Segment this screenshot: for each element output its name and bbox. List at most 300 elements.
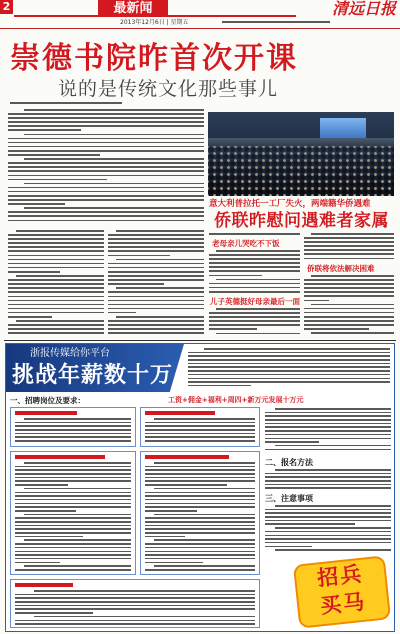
text-line (10, 102, 122, 104)
text-line (145, 510, 197, 512)
text-line (16, 320, 104, 322)
projection-screen (320, 118, 366, 138)
text-line (275, 549, 391, 551)
text-line (216, 250, 300, 252)
text-line (145, 521, 255, 523)
text-line (145, 506, 255, 508)
text-line (108, 246, 204, 248)
text-line (154, 514, 255, 516)
text-line (265, 476, 391, 478)
text-line (15, 558, 131, 560)
lead-subheadline: 说的是传统文化那些事儿 (58, 78, 279, 100)
text-line (8, 113, 204, 115)
lead-byline (10, 102, 122, 106)
second-body-col-1a (209, 233, 300, 238)
text-line (188, 370, 390, 372)
text-line (15, 532, 131, 534)
text-line (275, 505, 391, 507)
text-line (145, 547, 255, 549)
text-line (15, 551, 131, 553)
text-line (145, 569, 255, 571)
text-line (24, 158, 204, 160)
position-box-text (15, 418, 131, 446)
text-line (145, 473, 255, 475)
text-line (145, 433, 255, 435)
text-line (108, 279, 204, 281)
text-line (15, 433, 131, 435)
text-line (145, 536, 185, 538)
text-line (24, 109, 204, 111)
text-line (188, 381, 390, 383)
text-line (24, 418, 131, 420)
text-line (311, 233, 394, 235)
section-title: 最新闻 (98, 0, 168, 17)
text-line (116, 287, 204, 289)
text-line (311, 304, 394, 306)
text-line (108, 234, 204, 236)
ad-notes-text (265, 505, 391, 555)
text-line (15, 429, 131, 431)
lecture-photo (208, 112, 394, 196)
second-body-col-2b (304, 275, 394, 337)
text-line (8, 279, 104, 281)
ad-section-notes: 三、注意事项 (265, 494, 313, 503)
text-line (265, 426, 391, 428)
recruitment-stamp-graphic (295, 558, 389, 627)
text-line (108, 328, 204, 330)
text-line (145, 517, 255, 519)
ad-section-apply: 二、报名方法 (265, 458, 313, 467)
text-line (34, 590, 255, 592)
text-line (108, 324, 204, 326)
position-box-heading (145, 411, 215, 415)
text-line (154, 539, 255, 541)
text-line (15, 594, 255, 596)
text-line (265, 441, 319, 443)
text-line (265, 423, 391, 425)
text-line (8, 211, 204, 213)
text-line (15, 477, 131, 479)
text-line (145, 477, 255, 479)
text-line (145, 525, 255, 527)
ad-right-text-1 (265, 408, 391, 455)
text-line (8, 296, 104, 298)
text-line (8, 259, 104, 261)
second-body-col-2a (304, 233, 394, 262)
text-line (8, 291, 104, 293)
text-line (145, 495, 255, 497)
position-box-text (145, 418, 255, 446)
second-story-headline: 侨联昨慰问遇难者家属 (214, 211, 389, 231)
text-line (304, 249, 394, 251)
second-subhead-3: 儿子英德挺好母亲最后一面 (210, 297, 300, 306)
second-body-col-1c (209, 308, 300, 337)
text-line (275, 408, 391, 410)
text-line (8, 304, 104, 306)
text-line (209, 320, 300, 322)
text-line (209, 275, 262, 277)
text-line (24, 488, 131, 490)
text-line (265, 531, 391, 533)
text-line (15, 480, 131, 482)
text-line (16, 275, 104, 277)
text-line (304, 300, 329, 302)
lead-body-col-2 (108, 230, 204, 337)
text-line (265, 473, 391, 475)
text-line (265, 449, 391, 451)
text-line (8, 179, 107, 181)
position-box-text (15, 590, 255, 626)
text-line (265, 542, 391, 544)
text-line (15, 601, 255, 603)
text-line (188, 366, 390, 368)
text-line (275, 527, 391, 529)
text-line (8, 312, 104, 314)
text-line (8, 234, 104, 236)
text-line (8, 250, 104, 252)
text-line (15, 425, 131, 427)
dateline: 2013年12月6日 | 星期五 (120, 19, 189, 26)
text-line (8, 170, 204, 172)
text-line (265, 434, 391, 436)
text-line (265, 546, 312, 548)
text-line (145, 484, 227, 486)
text-line (304, 283, 394, 285)
text-line (15, 525, 131, 527)
position-box-5 (10, 579, 260, 628)
text-line (154, 418, 255, 420)
text-line (8, 146, 204, 148)
text-line (145, 499, 255, 501)
text-line (145, 469, 255, 471)
text-line (8, 175, 204, 177)
text-line (265, 415, 391, 417)
section-separator (4, 340, 396, 341)
text-line (15, 547, 131, 549)
text-line (265, 538, 391, 540)
text-line (15, 597, 255, 599)
text-line (145, 425, 255, 427)
text-line (8, 308, 104, 310)
text-line (265, 520, 391, 522)
text-line (108, 238, 204, 240)
text-line (24, 207, 204, 209)
text-line (154, 462, 255, 464)
text-line (265, 438, 391, 440)
text-line (145, 554, 255, 556)
text-line (188, 352, 390, 354)
text-line (209, 233, 300, 235)
text-line (8, 117, 204, 119)
text-line (116, 230, 204, 232)
position-box-4 (140, 451, 260, 575)
text-line (145, 528, 255, 530)
position-box-heading (145, 455, 229, 459)
text-line (265, 516, 391, 518)
text-line (265, 535, 391, 537)
text-line (8, 316, 52, 318)
text-line (15, 495, 131, 497)
stamp-line-1: 招兵 (316, 561, 365, 591)
text-line (145, 480, 255, 482)
text-line (8, 300, 104, 302)
text-line (8, 150, 204, 152)
position-box-heading (15, 455, 105, 459)
text-line (145, 551, 255, 553)
text-line (304, 316, 394, 318)
dateline-credits (222, 21, 330, 25)
text-line (8, 246, 104, 248)
text-line (265, 512, 391, 514)
position-box-text (15, 462, 131, 572)
text-line (145, 558, 255, 560)
text-line (188, 378, 390, 380)
text-line (15, 473, 131, 475)
position-box-text (145, 462, 255, 572)
position-box-3 (10, 451, 136, 575)
text-line (8, 142, 204, 144)
text-line (8, 215, 204, 217)
text-line (15, 543, 131, 545)
text-line (15, 492, 131, 494)
position-box-heading (15, 583, 73, 587)
text-line (116, 316, 204, 318)
text-line (8, 195, 204, 197)
text-line (216, 333, 300, 335)
text-line (15, 506, 131, 508)
text-line (24, 565, 131, 567)
text-line (15, 499, 131, 501)
text-line (265, 430, 391, 432)
ad-headline: 挑战年薪数十万 (12, 363, 174, 388)
text-line (8, 283, 104, 285)
text-line (145, 429, 255, 431)
ad-tagline: 浙报传媒给你平台 (30, 348, 110, 359)
text-line (24, 183, 204, 185)
text-line (145, 543, 255, 545)
text-line (15, 436, 131, 438)
page-number: 2 (0, 0, 13, 14)
text-line (8, 187, 204, 189)
text-line (304, 258, 394, 260)
text-line (154, 565, 255, 567)
text-line (8, 238, 104, 240)
text-line (8, 162, 204, 164)
text-line (145, 440, 255, 442)
text-line (108, 263, 204, 265)
text-line (8, 332, 104, 334)
text-line (304, 253, 394, 255)
text-line (265, 480, 391, 482)
text-line (34, 616, 255, 618)
text-line (15, 510, 76, 512)
text-line (15, 503, 131, 505)
text-line (108, 271, 204, 273)
text-line (8, 267, 104, 269)
text-line (8, 154, 100, 156)
second-body-col-1b (209, 250, 300, 295)
text-line (8, 287, 104, 289)
text-line (304, 279, 394, 281)
text-line (8, 324, 104, 326)
text-line (15, 623, 255, 625)
text-line (209, 324, 300, 326)
text-line (15, 536, 83, 538)
text-line (209, 328, 257, 330)
text-line (188, 359, 390, 361)
text-line (8, 220, 204, 222)
dateline-rule (0, 28, 400, 29)
text-line (16, 230, 104, 232)
text-line (145, 436, 255, 438)
text-line (304, 245, 394, 247)
lead-headline: 崇德书院昨首次开课 (10, 41, 298, 76)
text-line (216, 308, 300, 310)
text-line (108, 308, 204, 310)
text-line (265, 412, 391, 414)
stamp-line-2: 买马 (319, 589, 368, 619)
text-line (275, 469, 391, 471)
text-line (15, 562, 60, 564)
text-line (209, 312, 300, 314)
text-line (209, 254, 300, 256)
text-line (24, 539, 131, 541)
text-line (8, 138, 204, 140)
text-line (311, 332, 394, 334)
lead-body-text (8, 109, 204, 226)
text-line (304, 241, 394, 243)
text-line (154, 488, 255, 490)
text-line (15, 612, 93, 614)
text-line (24, 134, 204, 136)
text-line (8, 242, 104, 244)
text-line (8, 263, 104, 265)
second-subhead-2: 侨联将依法解决困难 (307, 264, 375, 273)
text-line (108, 242, 204, 244)
text-line (108, 304, 204, 306)
text-line (8, 166, 204, 168)
text-line (15, 528, 131, 530)
ad-apply-text (265, 469, 391, 491)
text-line (222, 21, 330, 23)
text-line (209, 266, 300, 268)
text-line (209, 258, 300, 260)
text-line (188, 355, 390, 357)
position-box-heading (15, 411, 77, 415)
text-line (304, 320, 394, 322)
text-line (8, 328, 104, 330)
masthead-logo: 清远日报 (331, 0, 396, 18)
text-line (216, 279, 300, 281)
text-line (108, 291, 204, 293)
text-line (8, 121, 204, 123)
ad-salary-line: 工资+佣金+福利+周四+新万元发展十万元 (168, 396, 304, 404)
text-line (15, 554, 131, 556)
text-line (311, 275, 394, 277)
text-line (108, 320, 204, 322)
text-line (15, 521, 131, 523)
text-line (15, 422, 131, 424)
text-line (8, 271, 60, 273)
ad-intro-text (188, 348, 390, 391)
text-line (108, 250, 204, 252)
text-line (209, 283, 300, 285)
text-line (145, 492, 255, 494)
text-line (209, 316, 300, 318)
text-line (265, 419, 391, 421)
text-line (304, 308, 394, 310)
text-line (188, 385, 251, 387)
text-line (145, 503, 255, 505)
text-line (145, 466, 255, 468)
position-box-2 (140, 407, 260, 447)
text-line (15, 608, 255, 610)
text-line (8, 199, 204, 201)
text-line (304, 287, 394, 289)
text-line (116, 259, 204, 261)
text-line (209, 262, 300, 264)
text-line (108, 267, 204, 269)
text-line (15, 440, 131, 442)
text-line (108, 332, 204, 334)
text-line (209, 270, 300, 272)
ad-section-positions: 一、招聘岗位及要求： (10, 396, 85, 405)
text-line (265, 523, 355, 525)
text-line (304, 291, 394, 293)
text-line (304, 328, 369, 330)
position-box-1 (10, 407, 136, 447)
text-line (108, 296, 204, 298)
text-line (108, 255, 170, 257)
text-line (304, 312, 394, 314)
text-line (15, 605, 255, 607)
lead-body-col-1 (8, 230, 104, 337)
text-line (304, 295, 394, 297)
text-line (15, 469, 131, 471)
text-line (188, 374, 390, 376)
text-line (15, 466, 131, 468)
text-line (304, 237, 394, 239)
text-line (108, 312, 136, 314)
text-line (8, 125, 204, 127)
text-line (15, 569, 131, 571)
photo-shade (208, 146, 394, 196)
text-line (145, 562, 203, 564)
text-line (145, 422, 255, 424)
text-line (304, 324, 394, 326)
text-line (265, 484, 391, 486)
text-line (265, 509, 391, 511)
text-line (15, 484, 68, 486)
text-line (8, 129, 81, 131)
second-story-kicker: 意大利普拉托一工厂失火，两端籍华侨遇难 (209, 199, 371, 209)
text-line (108, 283, 164, 285)
text-line (8, 191, 204, 193)
second-subhead-1: 老母亲儿哭吃不下饭 (212, 239, 280, 248)
text-line (209, 291, 300, 293)
text-line (15, 620, 255, 622)
text-line (15, 517, 131, 519)
text-line (108, 300, 204, 302)
text-line (188, 363, 390, 365)
text-line (145, 532, 255, 534)
text-line (8, 203, 65, 205)
text-line (24, 514, 131, 516)
text-line (8, 255, 104, 257)
text-line (204, 348, 390, 350)
text-line (275, 445, 391, 447)
text-line (24, 462, 131, 464)
